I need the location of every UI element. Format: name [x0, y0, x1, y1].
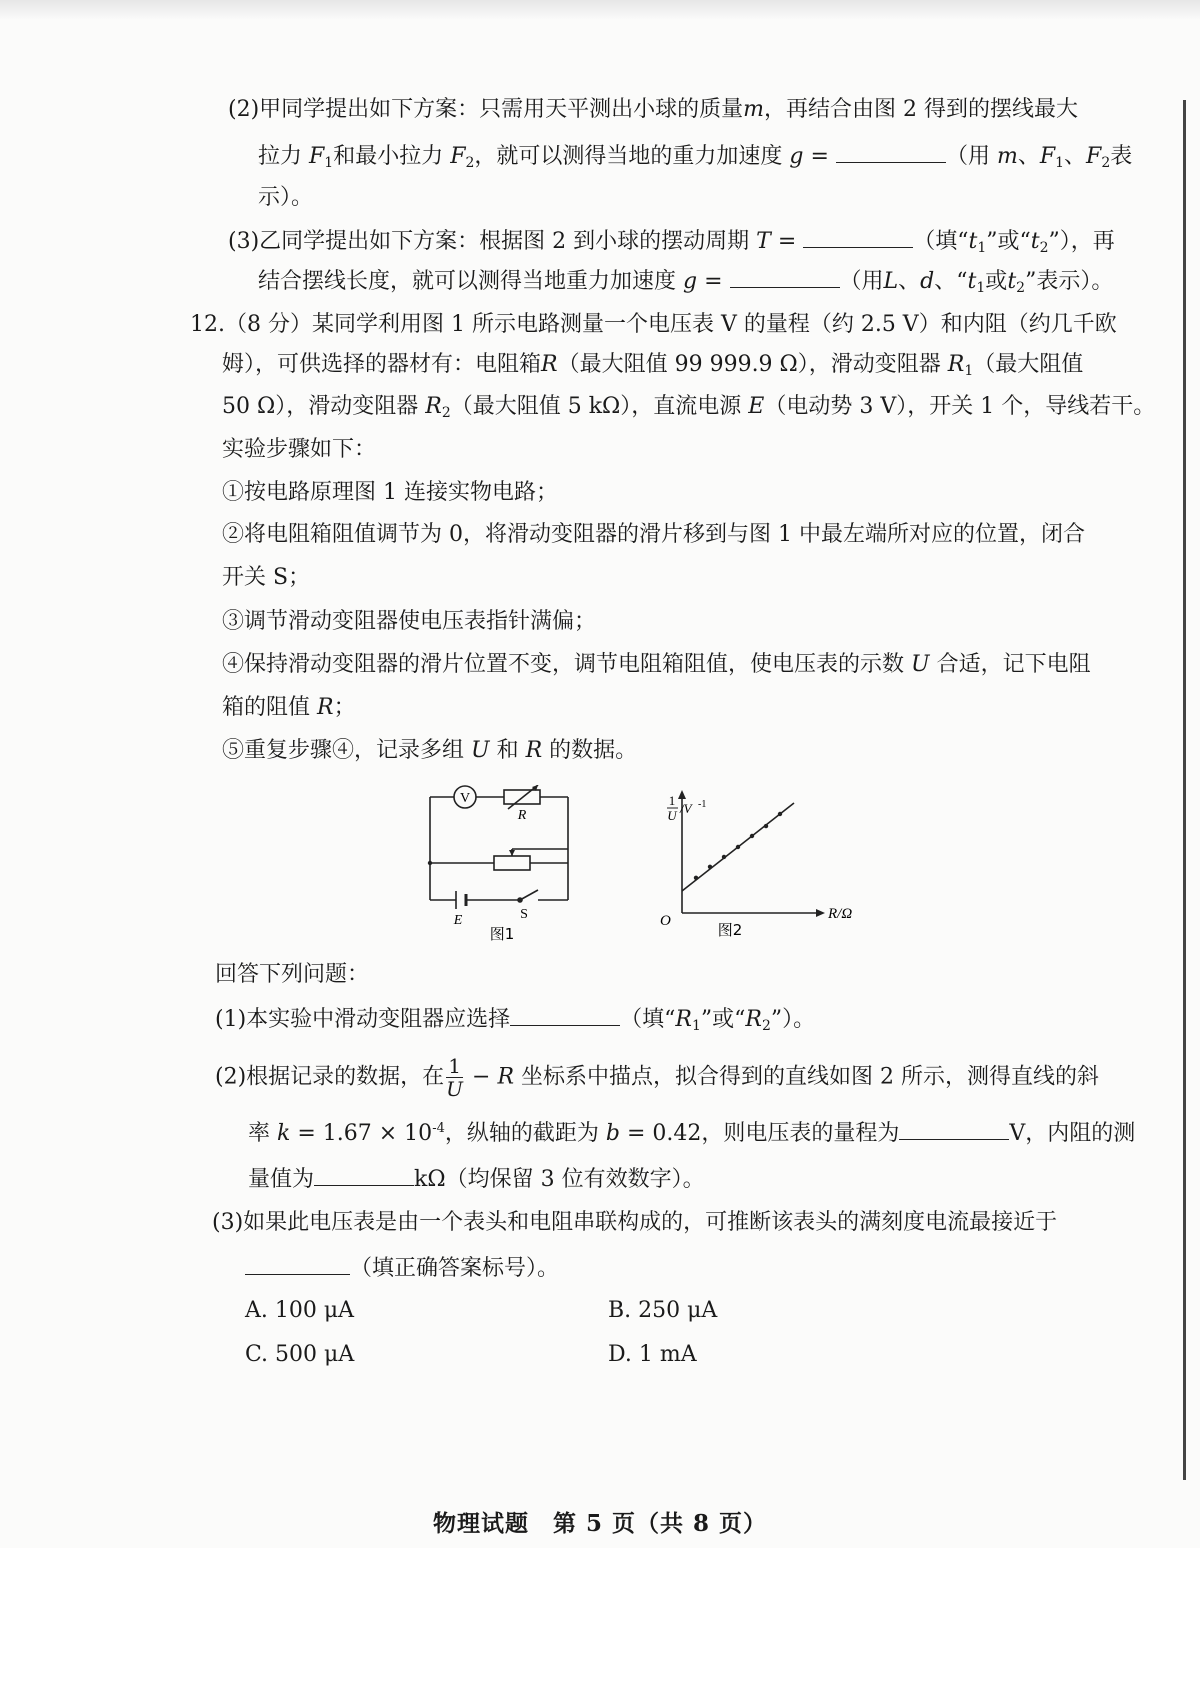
blank-resistance[interactable] — [314, 1163, 414, 1186]
page-footer: 物理试题 第 5 页（共 8 页） — [432, 1510, 768, 1537]
data-point-3 — [722, 855, 726, 859]
data-point-7 — [778, 812, 782, 816]
blank-range[interactable] — [899, 1117, 1009, 1140]
xlabel: R/Ω — [828, 906, 853, 922]
q11-p3-line1: (3)乙同学提出如下方案：根据图 2 到小球的摆动周期 T = （填“$t_1$”或“$t_2$”），再 — [228, 225, 1115, 257]
y-axis-arrow — [678, 790, 686, 799]
blank-period[interactable] — [803, 225, 913, 248]
switch-lever — [520, 890, 538, 900]
answer-1: (1)本实验中滑动变阻器应选择 （填“$R_1$”或“$R_2$”）。 — [215, 1003, 815, 1035]
data-point-1 — [694, 876, 698, 880]
step-1: ①按电路原理图 1 连接实物电路； — [222, 480, 558, 505]
switch-label: S — [520, 907, 528, 922]
fraction-1-over-u: $\frac{1}{U}$ — [446, 1054, 464, 1101]
step-4b: 箱的阻值 R； — [222, 695, 356, 720]
q12-line2: 姆），可供选择的器材有：电阻箱R（最大阻值 99 999.9 Ω），滑动变阻器 $R_1$（最大阻值 — [222, 352, 1084, 379]
voltmeter-label: V — [459, 791, 471, 806]
blank-choice[interactable] — [245, 1252, 350, 1275]
option-a[interactable]: A. 100 μA — [245, 1298, 355, 1323]
x-axis-arrow — [816, 909, 825, 917]
battery-label: E — [453, 913, 463, 928]
q11-p3-line2: 结合摆线长度，就可以测得当地重力加速度 g = （用L、d、“$t_1$或$t_2$”表示）。 — [258, 265, 1113, 297]
step-5: ⑤重复步骤④，记录多组 U 和 R 的数据。 — [222, 738, 638, 763]
blank-rheostat[interactable] — [510, 1003, 620, 1026]
q12-line1: 12.（8 分）某同学利用图 1 所示电路测量一个电压表 V 的量程（约 2.5 V）和内阻（约几千欧 — [190, 312, 1117, 337]
blank-g-2[interactable] — [730, 265, 840, 288]
resistor-label: R — [517, 808, 527, 823]
answer-2c: 量值为 kΩ（均保留 3 位有效数字）。 — [248, 1163, 705, 1195]
option-b[interactable]: B. 250 μA — [608, 1298, 718, 1323]
data-point-6 — [764, 824, 768, 828]
ylabel-denominator: U — [667, 808, 677, 823]
step-3: ③调节滑动变阻器使电压表指针满偏； — [222, 609, 597, 634]
circuit-diagram — [420, 785, 590, 945]
figure-2-caption: 图2 — [717, 921, 743, 939]
ylabel-exponent: -1 — [698, 799, 707, 810]
answer-3a: (3)如果此电压表是由一个表头和电阻串联构成的，可推断该表头的满刻度电流最接近于 — [212, 1210, 1058, 1235]
ylabel-unit: /V — [680, 801, 692, 816]
blank-g-1[interactable] — [836, 140, 946, 163]
scan-edge-top — [0, 0, 1200, 20]
steps-title: 实验步骤如下： — [222, 437, 377, 462]
origin-label: O — [660, 913, 671, 929]
option-d[interactable]: D. 1 mA — [608, 1342, 697, 1367]
answer-3b: （填正确答案标号）。 — [245, 1252, 559, 1284]
answer-title: 回答下列问题： — [215, 962, 370, 987]
graph-figure — [660, 785, 880, 945]
step-2b: 开关 S； — [222, 565, 311, 590]
data-point-4 — [736, 845, 740, 849]
data-point-5 — [750, 834, 754, 838]
q12-line3: 50 Ω），滑动变阻器 $R_2$（最大阻值 5 kΩ），直流电源 E（电动势 3 V），开关 1 个，导线若干。 — [222, 394, 1156, 421]
figure-1-caption: 图1 — [489, 925, 515, 943]
step-4a: ④保持滑动变阻器的滑片位置不变，调节电阻箱阻值，使电压表的示数 U 合适，记下电阻 — [222, 652, 1091, 677]
scan-edge-right — [1183, 100, 1186, 1480]
ylabel-numerator: 1 — [668, 793, 676, 808]
scan-margin-bottom — [0, 1548, 1200, 1699]
data-point-2 — [708, 865, 712, 869]
step-2a: ②将电阻箱阻值调节为 0，将滑动变阻器的滑片移到与图 1 中最左端所对应的位置，闭合 — [222, 522, 1085, 547]
slide-rheostat — [494, 856, 530, 870]
answer-2a: (2)根据记录的数据，在 $\frac{1}{U}$ − R 坐标系中描点，拟合得到的直线如图 2 所示，测得直线的斜 — [215, 1054, 1100, 1101]
q11-p2-line2: 拉力 $F_1$和最小拉力 $F_2$，就可以测得当地的重力加速度 g = （用 m、$F_1$、$F_2$表 — [258, 140, 1132, 172]
q11-p2-line3: 示）。 — [258, 185, 314, 210]
q11-p2-line1: (2)甲同学提出如下方案：只需用天平测出小球的质量m，再结合由图 2 得到的摆线最大 — [228, 97, 1079, 122]
answer-2b: 率 $k = 1.67 \times 10^{-4}$，纵轴的截距为 b = 0.42，则电压表的量程为 V，内阻的测 — [248, 1117, 1135, 1149]
option-c[interactable]: C. 500 μA — [245, 1342, 355, 1367]
